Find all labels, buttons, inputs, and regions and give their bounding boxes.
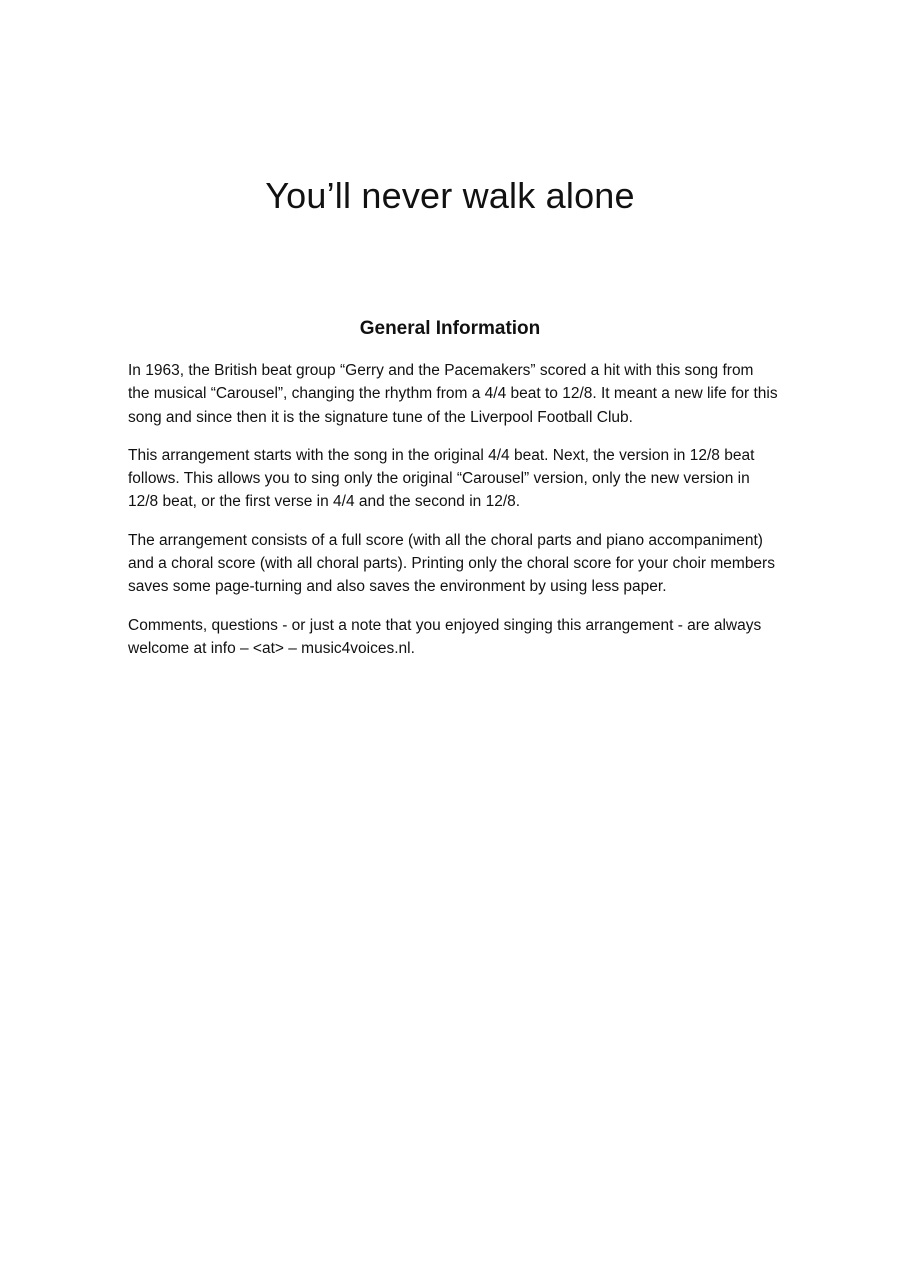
paragraph-score-contents: The arrangement consists of a full score (with all the choral parts and piano accompaniment) and a choral score (with all choral parts). Printing only the choral score for your choir members saves some page-turning and also saves the environment by using less paper. <box>128 531 775 596</box>
paragraph-contact: Comments, questions - or just a note that you enjoyed singing this arrangement - are always welcome at info – <at> – music4voices.nl. <box>128 616 762 657</box>
section-heading: General Information <box>359 318 541 339</box>
paragraph-history: In 1963, the British beat group “Gerry and the Pacemakers” scored a hit with this song from the musical “Carousel”, changing the rhythm from a 4/4 beat to 12/8. It meant a new life for this song and since then it is the signature tune of the Liverpool Football Club. <box>128 362 778 426</box>
body-text <box>128 359 778 675</box>
paragraph-arrangement-structure: This arrangement starts with the song in the original 4/4 beat. Next, the version in 12/8 beat follows. This allows you to sing only the original “Carousel” version, only the new version in 12/8 beat, or the first verse in 4/4 and the second in 12/8. <box>128 446 755 511</box>
document-title: You’ll never walk alone <box>265 175 635 216</box>
